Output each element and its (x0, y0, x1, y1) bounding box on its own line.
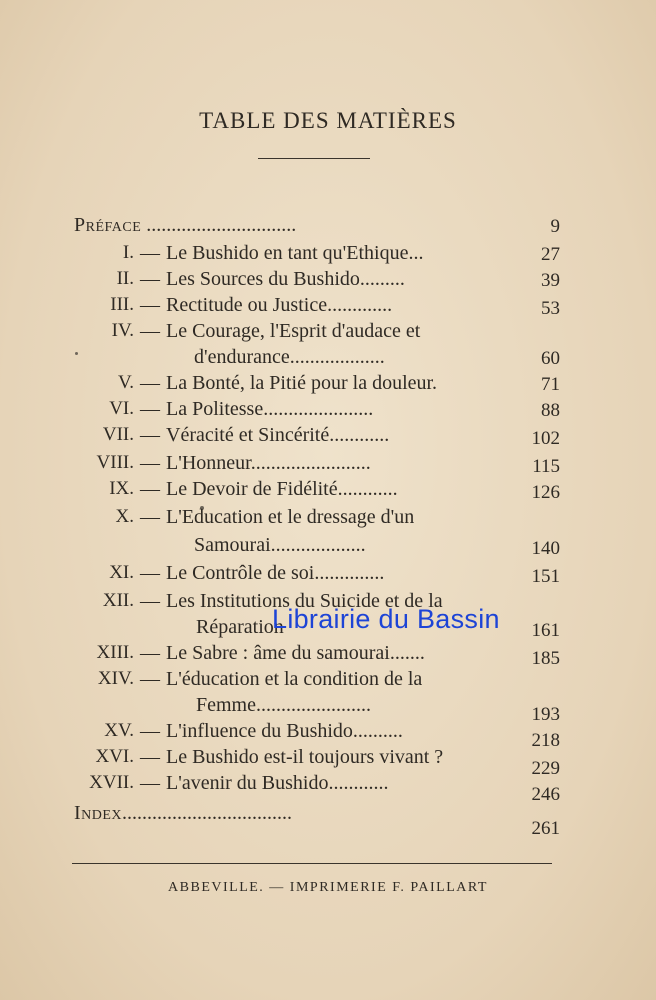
chapter-number: VIII. (96, 452, 134, 473)
page-number: 115 (532, 456, 560, 477)
title-divider (258, 158, 370, 159)
toc-entry-10-cont (194, 532, 366, 558)
page-number: 102 (531, 428, 560, 449)
leader-dots: .............................. (146, 214, 297, 236)
chapter-number: XVI. (95, 746, 134, 767)
entry-label-line2: Réparation (196, 616, 284, 638)
dash: — (140, 506, 160, 528)
leader-dots: ............ (329, 424, 390, 446)
page-number: 193 (531, 704, 560, 725)
dash: — (140, 398, 160, 420)
entry-label: Préface (74, 214, 142, 236)
dash: — (140, 242, 160, 264)
leader-dots: ....................... (256, 694, 371, 716)
chapter-number: XII. (102, 590, 134, 611)
page-number: 261 (531, 818, 560, 839)
page-number: 246 (531, 784, 560, 805)
page-number: 27 (541, 244, 560, 265)
dash: — (140, 268, 160, 290)
chapter-number: XIV. (97, 668, 134, 689)
printer-imprint: ABBEVILLE. — IMPRIMERIE F. PAILLART (168, 880, 488, 895)
chapter-number: VI. (109, 398, 134, 419)
page-title: TABLE DES MATIÈRES (199, 108, 457, 133)
toc-entry-10[interactable] (0, 504, 656, 530)
toc-entry-14-cont (196, 692, 371, 718)
toc-entry-14[interactable] (0, 666, 656, 692)
leader-dots: .................................. (122, 802, 293, 824)
chapter-number: XV. (104, 720, 134, 741)
chapter-number: IV. (111, 320, 134, 341)
dash: — (140, 452, 160, 474)
chapter-number: XI. (109, 562, 134, 583)
entry-label: Les Sources du Bushido (166, 268, 360, 290)
entry-label-line2: Samourai (194, 534, 271, 556)
entry-label: La Bonté, la Pitié pour la douleur. (166, 372, 438, 394)
entry-label-line1: Les Institutions du Suicide et de la (166, 590, 443, 612)
leader-dots: .......... (352, 720, 403, 742)
page-number: 161 (531, 620, 560, 641)
chapter-number: XVII. (89, 772, 134, 793)
footer-divider (72, 863, 552, 864)
dash: — (140, 562, 160, 584)
entry-label: Rectitude ou Justice (166, 294, 328, 316)
dash: — (140, 746, 160, 768)
entry-label-line1: Le Courage, l'Esprit d'audace et (166, 320, 421, 342)
dash: — (140, 642, 160, 664)
page-number: 140 (531, 538, 560, 559)
entry-label-line1: L'éducation et la condition de la (166, 668, 423, 690)
toc-entry-index[interactable] (74, 800, 292, 826)
leader-dots: ................... (270, 534, 366, 556)
chapter-number: III. (110, 294, 134, 315)
dash: — (140, 772, 160, 794)
dash: — (140, 478, 160, 500)
page-number: 60 (541, 348, 560, 369)
entry-label: Le Devoir de Fidélité (166, 478, 338, 500)
toc-entry-preface[interactable] (74, 212, 296, 238)
page-number: 9 (550, 216, 560, 237)
leader-dots: ...................... (263, 398, 374, 420)
chapter-number: IX. (109, 478, 134, 499)
leader-dots: ....... (389, 642, 425, 664)
entry-label: L'Honneur (166, 452, 251, 474)
entry-label: Le Sabre : âme du samourai (166, 642, 390, 664)
leader-dots: ......... (359, 268, 405, 290)
dash: — (140, 424, 160, 446)
toc-entry-12-cont (196, 614, 284, 640)
dash: — (140, 320, 160, 342)
entry-label-line2: Femme (196, 694, 256, 716)
page-number: 185 (531, 648, 560, 669)
page-number: 39 (541, 270, 560, 291)
entry-label: Index (74, 802, 123, 824)
dash: — (140, 372, 160, 394)
toc-entry-4-cont (194, 344, 385, 370)
leader-dots: ............ (328, 772, 389, 794)
chapter-number: V. (117, 372, 134, 393)
dash: — (140, 668, 160, 690)
chapter-number: X. (115, 506, 134, 527)
page-number: 71 (541, 374, 560, 395)
page-number: 53 (541, 298, 560, 319)
page-number: 126 (531, 482, 560, 503)
toc-entry-4[interactable] (0, 318, 656, 344)
leader-dots: ............ (337, 478, 398, 500)
dash: — (140, 720, 160, 742)
entry-label: Le Contrôle de soi (166, 562, 315, 584)
entry-label: Véracité et Sincérité (166, 424, 330, 446)
entry-label: L'influence du Bushido (166, 720, 353, 742)
entry-label: Le Bushido en tant qu'Ethique... (166, 242, 424, 264)
entry-label: L'avenir du Bushido (166, 772, 329, 794)
entry-label-line1: L'Education et le dressage d'un (166, 506, 415, 528)
leader-dots: ................... (289, 346, 385, 368)
page-number: 88 (541, 400, 560, 421)
dash: — (140, 590, 160, 612)
page-number: 151 (531, 566, 560, 587)
leader-dots: ........................ (250, 452, 371, 474)
page-number: 218 (531, 730, 560, 751)
chapter-number: II. (116, 268, 134, 289)
dash: — (140, 294, 160, 316)
entry-label-line2: d'endurance (194, 346, 290, 368)
paper-speck (75, 352, 78, 355)
page-number: 229 (531, 758, 560, 779)
chapter-number: XIII. (96, 642, 134, 663)
chapter-number: VII. (102, 424, 134, 445)
watermark-text: Librairie du Bassin (272, 604, 500, 634)
entry-label: Le Bushido est-il toujours vivant ? (166, 746, 444, 768)
leader-dots: .............. (314, 562, 385, 584)
leader-dots: ............. (327, 294, 393, 316)
entry-label: La Politesse (166, 398, 264, 420)
chapter-number: I. (122, 242, 134, 263)
